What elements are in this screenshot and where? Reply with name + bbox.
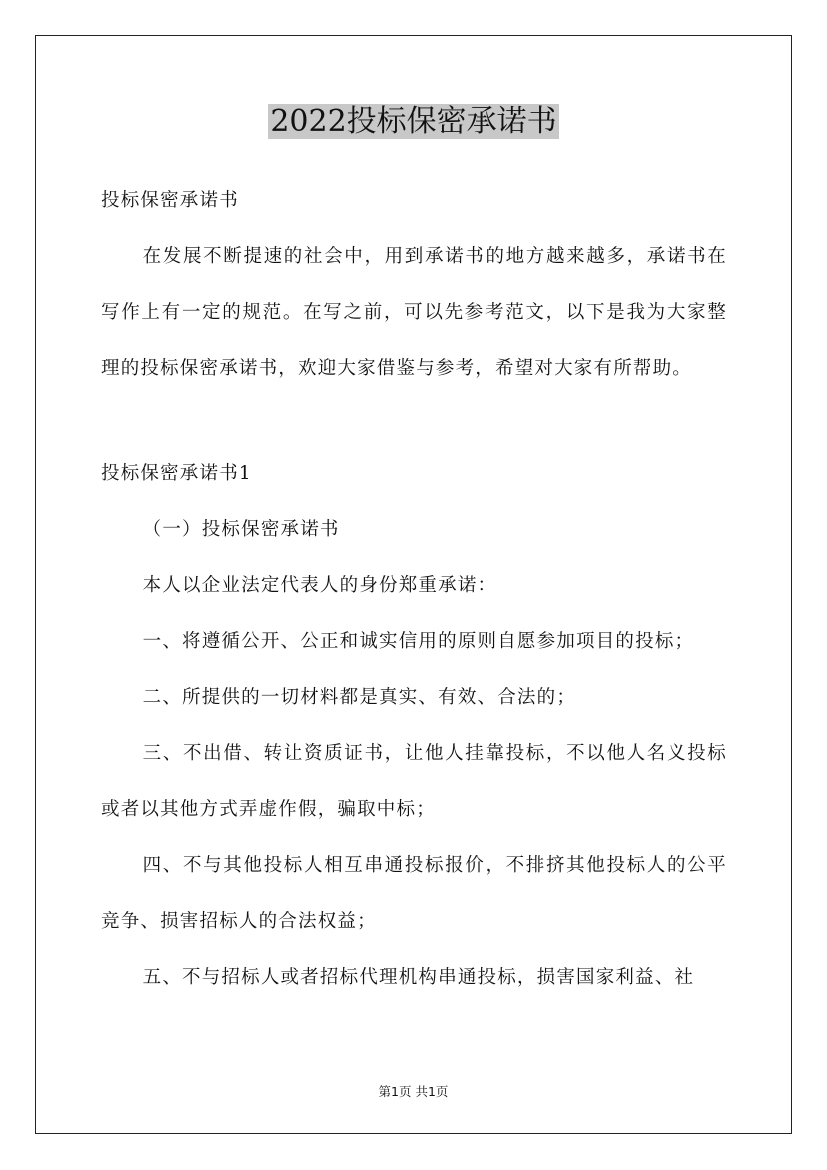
sample-heading: 投标保密承诺书1 [101,463,252,484]
subsection-heading: （一）投标保密承诺书 [142,519,340,540]
intro-paragraph: 在发展不断提速的社会中，用到承诺书的地方越来越多，承诺书在写作上有一定的规范。在写之前，可以先参考范文，以下是我为大家整理的投标保密承诺书，欢迎大家借鉴与参考，希望对大家有所帮助。 [101,246,727,379]
section-heading: 投标保密承诺书 [101,190,239,211]
commitment-item-5: 五、不与招标人或者招标代理机构串通投标，损害国家利益、社 [142,967,695,988]
commitment-item-1: 一、将遵循公开、公正和诚实信用的原则自愿参加项目的投标； [142,631,695,652]
commitment-item-2: 二、所提供的一切材料都是真实、有效、合法的； [142,687,577,708]
document-body [101,173,727,1006]
document-title-text: 2022投标保密承诺书 [270,104,557,139]
commitment-item-4: 四、不与其他投标人相互串通投标报价，不排挤其他投标人的公平竞争、损害招标人的合法权益； [101,855,727,932]
commitment-intro: 本人以企业法定代表人的身份郑重承诺： [142,575,498,596]
page-number-footer: 第1页 共1页 [378,1084,449,1099]
commitment-item-3: 三、不出借、转让资质证书，让他人挂靠投标，不以他人名义投标或者以其他方式弄虚作假，骗取中标； [101,743,727,820]
document-title [0,101,827,143]
